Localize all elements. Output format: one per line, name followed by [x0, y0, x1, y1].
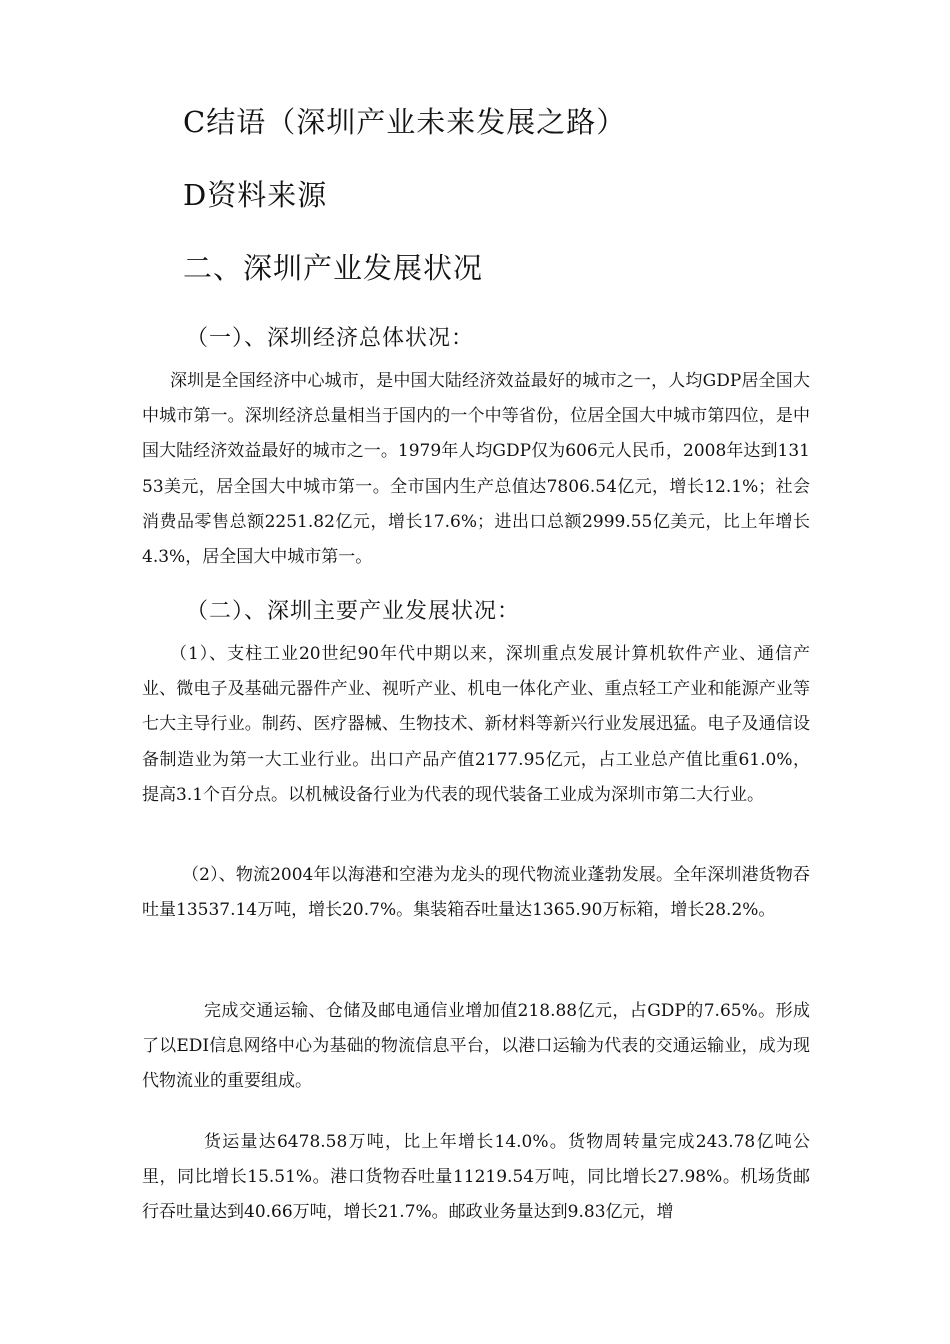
section-heading: 二、深圳产业发展状况 — [183, 251, 484, 285]
paragraph-transport-value: 完成交通运输、仓储及邮电通信业增加值218.88亿元，占GDP的7.65%。形成了以EDI信息网络中心为基础的物流信息平台，以港口运输为代表的交通运输业，成为现代物流业的重要组成。 — [142, 1001, 810, 1092]
subsection-heading-overall: （一）、深圳经济总体状况： — [186, 326, 475, 351]
toc-item-conclusion: C结语（深圳产业未来发展之路） — [183, 105, 627, 139]
paragraph-overall-economy: 深圳是全国经济中心城市，是中国大陆经济效益最好的城市之一，人均GDP居全国大中城市第一。深圳经济总量相当于国内的一个中等省份，位居全国大中城市第四位，是中国大陆经济效益最好的城市之一。1979年人均GDP仅为606元人民币，2008年达到13153美元，居全国大中城市第一。全市国内生产总值达7806.54亿元，增长12.1%；社会消费品零售总额2251.82亿元，增长17.6%；进出口总额2999.55亿美元，比上年增长4.3%，居全国大中城市第一。 — [142, 371, 810, 568]
subsection-heading-industries: （二）、深圳主要产业发展状况： — [186, 599, 521, 624]
paragraph-pillar-industry: （1）、支柱工业20世纪90年代中期以来，深圳重点发展计算机软件产业、通信产业、微电子及基础元器件产业、视听产业、机电一体化产业、重点轻工产业和能源产业等七大主导行业。制药、医疗器械、生物技术、新材料等新兴行业发展迅猛。电子及通信设备制造业为第一大工业行业。出口产品产值2177.95亿元，占工业总产值比重61.0%，提高3.1个百分点。以机械设备行业为代表的现代装备工业成为深圳市第二大行业。 — [142, 644, 810, 805]
paragraph-logistics: （2）、物流2004年以海港和空港为龙头的现代物流业蓬勃发展。全年深圳港货物吞吐量13537.14万吨，增长20.7%。集装箱吞吐量达1365.90万标箱，增长28.2%。 — [142, 865, 810, 921]
toc-item-sources: D资料来源 — [183, 178, 328, 212]
paragraph-freight: 货运量达6478.58万吨，比上年增长14.0%。货物周转量完成243.78亿吨公里，同比增长15.51%。港口货物吞吐量11219.54万吨，同比增长27.98%。机场货邮行吞吐量达到40.66万吨，增长21.7%。邮政业务量达到9.83亿元，增 — [142, 1132, 810, 1223]
